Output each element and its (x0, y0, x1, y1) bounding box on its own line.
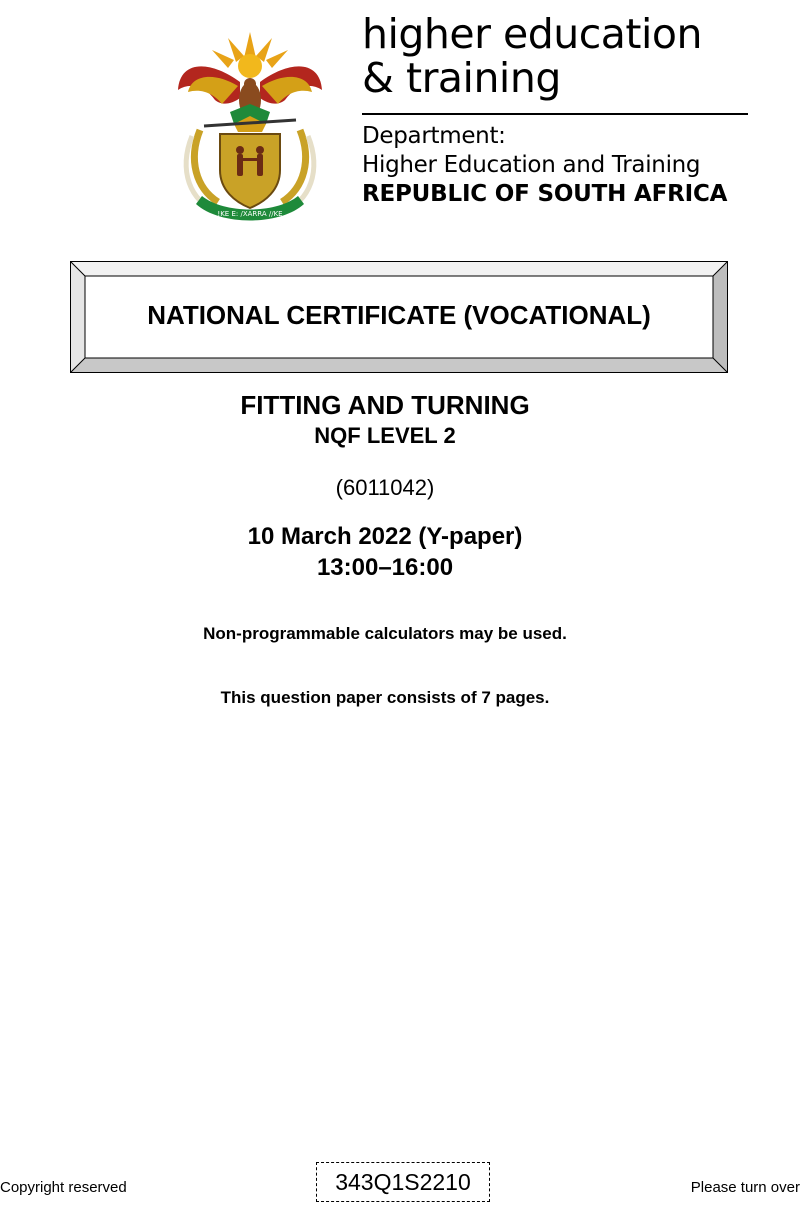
copyright-notice: Copyright reserved (0, 1179, 127, 1196)
department-logotype (362, 12, 702, 100)
crest-motto: !KE E: /XARRA //KE (217, 210, 283, 218)
subject-title: FITTING AND TURNING (240, 390, 530, 420)
certificate-title: NATIONAL CERTIFICATE (VOCATIONAL) (147, 300, 651, 330)
paper-code-box: 343Q1S2210 (316, 1162, 490, 1202)
coat-of-arms-logo (170, 20, 330, 225)
subject-code: (6011042) (335, 475, 435, 500)
dept-line-2: Higher Education and Training (362, 152, 701, 178)
nqf-level: NQF LEVEL 2 (314, 423, 456, 448)
certificate-banner (70, 261, 728, 373)
exam-time: 13:00–16:00 (316, 554, 454, 581)
header-divider (362, 113, 748, 115)
dept-line-3: REPUBLIC OF SOUTH AFRICA (362, 181, 728, 207)
department-name (362, 122, 727, 209)
calculator-note: Non-programmable calculators may be used. (203, 624, 567, 643)
turn-over-notice: Please turn over (690, 1179, 800, 1196)
dept-line-1: Department: (362, 123, 506, 149)
logotype-line-1: higher education (362, 10, 702, 58)
logotype-line-2: & training (362, 54, 561, 102)
exam-date: 10 March 2022 (Y-paper) (247, 523, 523, 550)
page-count-note: This question paper consists of 7 pages. (220, 688, 550, 707)
